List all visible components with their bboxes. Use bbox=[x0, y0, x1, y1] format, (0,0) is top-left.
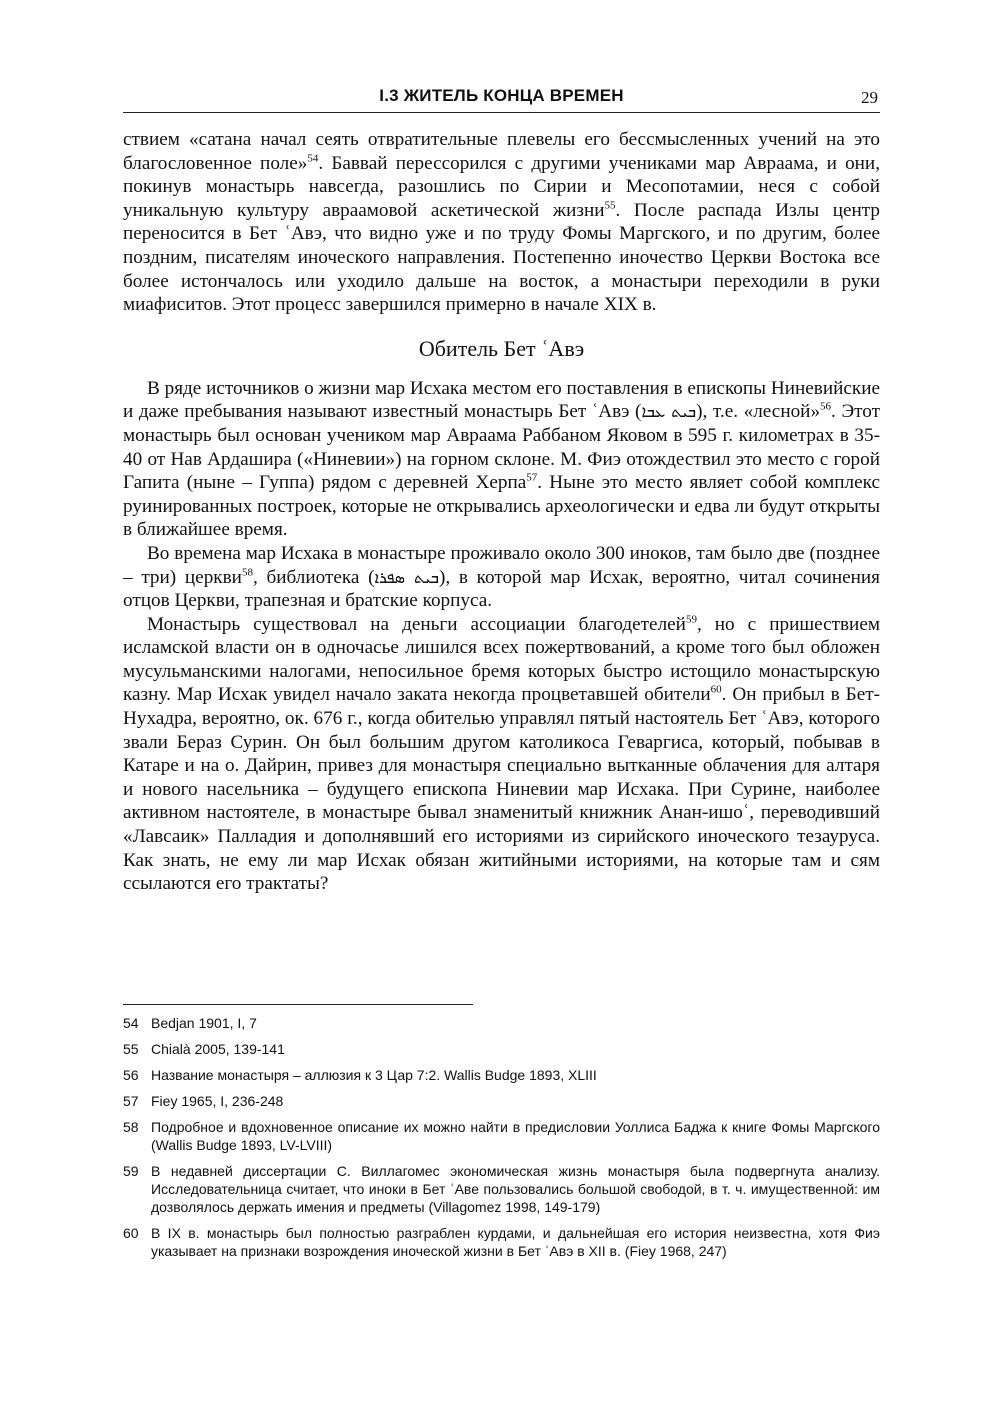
footnote-ref-54[interactable]: 54 bbox=[307, 152, 319, 165]
footnote-text: Fiey 1965, I, 236-248 bbox=[151, 1093, 284, 1109]
footnote-58 bbox=[123, 1118, 880, 1154]
footnote-ref-58[interactable]: 58 bbox=[241, 566, 253, 579]
footnote-ref-59[interactable]: 59 bbox=[685, 613, 697, 626]
main-text bbox=[123, 128, 880, 896]
paragraph-2: В ряде источников о жизни мар Исхака местом его поставления в епископы Ниневийские и даже пребывания называют известный монастырь Бет ʿАвэ (ܒܝܬ ܥܒܐ), т.е. «лесной»$^{56}$. Этот монастырь был основан учеником мар Авраама Раббаном Яковом в 595 г. километрах в 35-40 от Нав Ардашира («Ниневии») на горном склоне. М. Фиэ отождествил это место с горой Гапита (ныне – Гуппа) рядом с деревней Херпа$^{57}$. Ныне это место являет собой комплекс руинированных построек, которые не открывались археологически и едва ли будут открыты в ближайшее время. bbox=[123, 377, 881, 541]
paragraph-4: Монастырь существовал на деньги ассоциации благодетелей$^{59}$, но с пришествием исламской власти он в одночасье лишился всех пожертвований, а кроме того был обложен мусульманскими налогами, непосильное бремя которых быстро истощило монастырскую казну. Мар Исхак увидел начало заката некогда процветавшей обители$^{60}$. Он прибыл в Бет-Нухадра, вероятно, ок. 676 г., когда обителью управлял пятый настоятель Бет ʿАвэ, которого звали Бераз Сурин. Он был большим другом католикоса Геваргиса, который, побывав в Катаре и на о. Дайрин, привез для монастыря специально вытканные облачения для алтаря и нового насельника – будущего епископа Ниневии мар Исхака. При Сурине, наиболее активном настоятеле, в монастыре бывал знаменитый книжник Анан-ишоʿ, переводивший «Лавсаик» Палладия и дополнявший его историями из сирийского иноческого тезауруса. Как знать, не ему ли мар Исхак обязан житийными историями, на которые там и сям ссылаются его трактаты? bbox=[123, 613, 880, 895]
footnote-number: 55 bbox=[123, 1041, 139, 1057]
footnote-ref-60[interactable]: 60 bbox=[710, 684, 722, 697]
footnote-text: Название монастыря – аллюзия к 3 Цар 7:2. Wallis Budge 1893, XLIII bbox=[151, 1067, 597, 1083]
footnote-text: Bedjan 1901, I, 7 bbox=[151, 1015, 257, 1031]
footnote-number: 60 bbox=[123, 1225, 139, 1241]
paragraph-1: ствием «сатана начал сеять отвратительные плевелы его бессмысленных учений на это благословенное поле»$^{54}$. Баввай перессорился с другими учениками мар Авраама, и они, покинув монастырь навсегда, разошлись по Сирии и Месопотамии, неся с собой уникальную культуру авраамовой аскетической жизни$^{55}$. После распада Излы центр переносится в Бет ʿАвэ, что видно уже и по труду Фомы Маргского, и по другим, более поздним, писателям иноческого направления. Постепенно иночество Церкви Востока все более истончалось или уходило дальше на восток, а монастыри переходили в руки миафиситов. Этот процесс завершился примерно в начале XIX в. bbox=[123, 129, 880, 316]
footnote-number: 56 bbox=[123, 1067, 139, 1083]
footnote-60 bbox=[123, 1224, 880, 1260]
footnote-ref-57[interactable]: 57 bbox=[526, 471, 538, 484]
footnote-separator bbox=[123, 1004, 473, 1005]
footnote-57 bbox=[123, 1092, 880, 1110]
footnotes bbox=[123, 1014, 880, 1268]
section-heading: Обитель Бет ʿАвэ bbox=[418, 335, 585, 361]
footnote-text: В IX в. монастырь был полностью разграблен курдами, и дальнейшая его история неизвестна, хотя Фиэ указывает на признаки возрождения иноческой жизни в Бет ʿАвэ в XII в. (Fiey 1968, 247) bbox=[151, 1225, 880, 1259]
footnote-59 bbox=[123, 1162, 880, 1216]
syriac-term-bet-awe: ܒܝܬ ܥܒܐ bbox=[641, 402, 697, 422]
footnote-number: 59 bbox=[123, 1163, 139, 1179]
footnote-56 bbox=[123, 1066, 880, 1084]
footnote-number: 57 bbox=[123, 1093, 139, 1109]
footnote-number: 58 bbox=[123, 1119, 139, 1135]
syriac-term-library: ܒܝܬ ܣܦܪܐ bbox=[374, 567, 439, 587]
footnote-text: Chialà 2005, 139-141 bbox=[151, 1041, 285, 1057]
running-header bbox=[123, 82, 880, 113]
footnote-text: В недавней диссертации С. Виллагомес экономическая жизнь монастыря была подвергнута анализу. Исследовательница считает, что иноки в Бет ʿАве пользовались большой свободой, в т. ч. имущественной: им дозволялось держать имения и предметы (Villagomez 1998, 149-179) bbox=[151, 1163, 880, 1215]
footnote-ref-55[interactable]: 55 bbox=[604, 199, 616, 212]
page-number: 29 bbox=[861, 88, 878, 107]
footnote-54 bbox=[123, 1014, 880, 1032]
footnote-ref-56[interactable]: 56 bbox=[820, 400, 832, 413]
footnote-text: Подробное и вдохновенное описание их можно найти в предисловии Уоллиса Баджа к книге Фомы Маргского (Wallis Budge 1893, LV-LVIII) bbox=[151, 1119, 880, 1153]
footnote-number: 54 bbox=[123, 1015, 139, 1031]
footnote-55 bbox=[123, 1040, 880, 1058]
paragraph-3: Во времена мар Исхака в монастыре проживало около 300 иноков, там было две (позднее – три) церкви$^{58}$, библиотека (ܒܝܬ ܣܦܪܐ), в которой мар Исхак, вероятно, читал сочинения отцов Церкви, трапезная и братские корпуса. bbox=[123, 542, 881, 612]
running-title: I.3 ЖИТЕЛЬ КОНЦА ВРЕМЕН bbox=[379, 86, 624, 105]
